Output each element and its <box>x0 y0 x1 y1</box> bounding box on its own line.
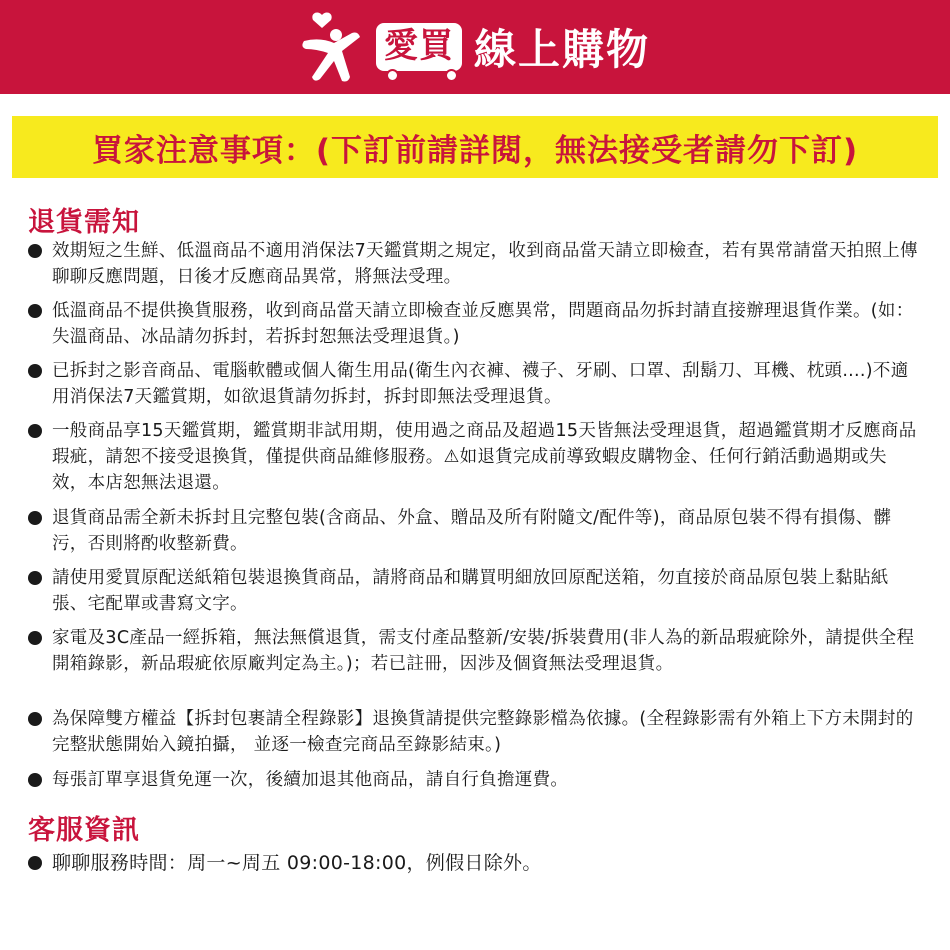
logo-text: 線上購物 <box>473 25 650 74</box>
bullet-icon <box>28 244 42 258</box>
list-item: 為保障雙方權益【拆封包裹請全程錄影】退換貨請提供完整錄影檔為依據。(全程錄影需有外箱上下方未開封的完整狀態開始入鏡拍攝， 並逐一檢查完商品至錄影結束。) <box>28 706 918 758</box>
notice-banner <box>12 116 938 178</box>
notice-banner-text: 買家注意事項：(下訂前請詳閱，無法接受者請勿下訂) <box>91 132 859 169</box>
service-section-title: 客服資訊 <box>28 815 140 846</box>
bullet-icon <box>28 424 42 438</box>
list-item: 聊聊服務時間：周一~周五 09:00-18:00，例假日除外。 <box>28 850 918 876</box>
header-bar <box>0 0 950 94</box>
bullet-icon <box>28 364 42 378</box>
logo-badge-text: 愛買 <box>383 26 454 66</box>
list-item: 請使用愛買原配送紙箱包裝退換貨商品，請將商品和購買明細放回原配送箱，勿直接於商品原包裝上黏貼紙張、宅配單或書寫文字。 <box>28 565 918 617</box>
bullet-icon <box>28 571 42 585</box>
logo-badge <box>376 23 462 71</box>
list-item: 低溫商品不提供換貨服務，收到商品當天請立即檢查並反應異常，問題商品勿拆封請直接辦理退貨作業。(如：失溫商品、冰品請勿拆封，若拆封恕無法受理退貨。) <box>28 298 918 350</box>
bullet-icon <box>28 773 42 787</box>
list-item: 一般商品享15天鑑賞期，鑑賞期非試用期，使用過之商品及超過15天皆無法受理退貨，超過鑑賞期才反應商品瑕疵，請恕不接受退換貨，僅提供商品維修服務。⚠如退貨完成前導致蝦皮購物金、任何行銷活動過期或失效，本店恕無法退還。 <box>28 418 918 496</box>
bullet-icon <box>28 856 42 870</box>
returns-section-title: 退貨需知 <box>28 207 140 238</box>
list-item: 每張訂單享退貨免運一次，後續加退其他商品，請自行負擔運費。 <box>28 767 918 793</box>
list-item: 已拆封之影音商品、電腦軟體或個人衛生用品(衛生內衣褲、襪子、牙刷、口罩、刮鬍刀、耳機、枕頭....)不適用消保法7天鑑賞期，如欲退貨請勿拆封，拆封即無法受理退貨。 <box>28 358 918 410</box>
list-item: 退貨商品需全新未拆封且完整包裝(含商品、外盒、贈品及所有附隨文/配件等)，商品原包裝不得有損傷、髒污，否則將酌收整新費。 <box>28 505 918 557</box>
bullet-icon <box>28 712 42 726</box>
brand-logo[interactable] <box>300 11 650 83</box>
bullet-icon <box>28 631 42 645</box>
mascot-icon <box>300 11 368 83</box>
bullet-icon <box>28 511 42 525</box>
bullet-icon <box>28 304 42 318</box>
list-item: 家電及3C產品一經拆箱，無法無償退貨，需支付產品整新/安裝/拆裝費用(非人為的新品瑕疵除外，請提供全程開箱錄影，新品瑕疵依原廠判定為主。)；若已註冊，因涉及個資無法受理退貨。 <box>28 625 918 677</box>
cart-wheels <box>386 69 458 82</box>
list-item: 效期短之生鮮、低溫商品不適用消保法7天鑑賞期之規定，收到商品當天請立即檢查，若有異常請當天拍照上傳聊聊反應問題，日後才反應商品異常，將無法受理。 <box>28 238 918 290</box>
